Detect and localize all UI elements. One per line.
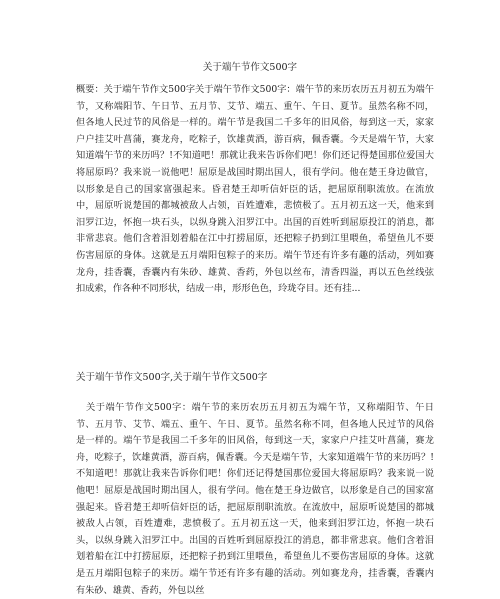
section-heading: 关于端午节作文500字,关于端午节作文500字 <box>76 372 268 383</box>
summary-paragraph: 概要：关于端午节作文500字关于端午节作文500字：端午节的来历农历五月初五为端午节，又称端阳节、午日节、五月节、艾节、端五、重午、午日、夏节。虽然名称不同，但各地人民过节的风俗是一样的。端午节是我国二千多年的旧风俗，每到这一天，家家户户挂艾叶菖蒲，赛龙舟，吃粽子，饮雄黄酒，游百病，佩香囊。今天是端午节，大家知道端午节的来历吗？!不知道吧！那就让我来告诉你们吧！你们还记得楚国那位爱国大将屈原吗？我来说一说他吧！屈原是战国时期出国人，很有学问。他在楚王身边做官，以形象是自己的国家富强起来。昏君楚王却听信奸臣的话，把屈原削职流放。在流放中，屈原听说楚国的都城被敌人占领，百姓遭难，悲愤极了。五月初五这一天，他来到汨罗江边，怀抱一块石头，以纵身跳入汨罗江中。出国的百姓听到屈原投江的消息，都非常悲哀。他们含着泪划着船在江中打捞屈原，还把粽子扔到江里喂鱼，希望鱼儿不要伤害屈原的身体。这就是五月端阳包粽子的来历。端午节还有许多有趣的活动，列如赛龙舟，挂香囊，香囊内有朱砂、雄黄、香药，外包以丝布，清香四溢，再以五色丝线弦扣成索，作各种不同形状，结成一串，形形色色，玲珑夺目。还有挂... <box>76 84 434 295</box>
document-title: 关于端午节作文500字 <box>202 62 298 73</box>
body-paragraph: 关于端午节作文500字：端午节的来历农历五月初五为端午节，又称端阳节、午日节、五月节、艾节、端五、重午、午日、夏节。虽然名称不同，但各地人民过节的风俗是一样的。端午节是我国二千多年的旧风俗，每到这一天，家家户户挂艾叶菖蒲，赛龙舟，吃粽子，饮雄黄酒，游百病，佩香囊。今天是端午节，大家知道端午节的来历吗？!不知道吧！那就让我来告诉你们吧！你们还记得楚国那位爱国大将屈原吗？我来说一说他吧！屈原是战国时期出国人，很有学问。他在楚王身边做官，以形象是自己的国家富强起来。昏君楚王却听信奸臣的话，把屈原削职流放。在流放中，屈原听说楚国的都城被敌人占领，百姓遭难，悲愤极了。五月初五这一天，他来到汨罗江边，怀抱一块石头，以纵身跳入汨罗江中。出国的百姓听到屈原投江的消息，都非常悲哀。他们含着泪划着船在江中打捞屈原，还把粽子扔到江里喂鱼，希望鱼儿不要伤害屈原的身体。这就是五月端阳包粽子的来历。端午节还有许多有趣的活动。列如赛龙舟，挂香囊，香囊内有朱砂、雄黄、香药，外包以丝 <box>76 402 434 596</box>
